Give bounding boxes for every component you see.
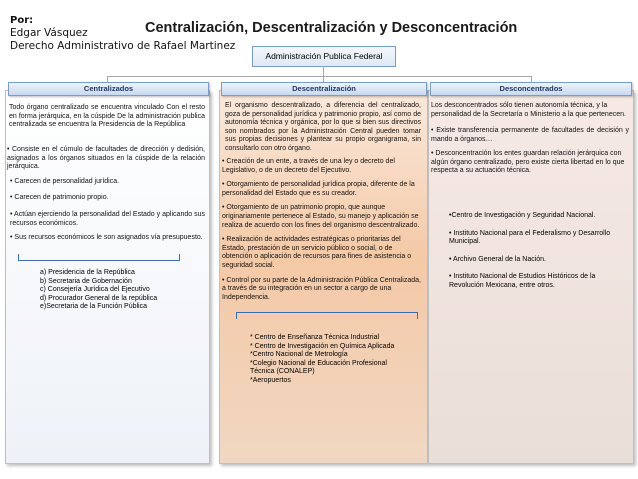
example-item: • Instituto Nacional de Estudios Históricos de la Revolución Mexicana, entre otros. [449, 273, 596, 289]
centralizados-bullet: • Consiste en el cúmulo de facultades de dirección y dedisión, asignados a los órganos situados en la cúspide de la relación jerárquica. [7, 146, 205, 171]
desconcentrados-bullet: • Existe transferencia permanente de facultades de decisión y mando a órganos… [431, 127, 629, 143]
header-descentralizacion: Descentralización [221, 82, 427, 96]
example-item: * Centro de Enseñanza Técnica Industrial [250, 334, 380, 341]
example-item: * Centro de Investigación en Química Aplicada [250, 342, 395, 350]
centralizados-bullet: • Actúan ejerciendo la personalidad del Estado y aplicando sus recursos económicos. [10, 210, 205, 227]
example-item: • Instituto Nacional para el Federalismo y Desarrollo Municipal. [449, 229, 611, 246]
descentralizacion-bracket [236, 312, 418, 319]
descentralizacion-bullet: • Creación de un ente, a través de una ley o decreto del Legislativo, o de un decreto del Ejecutivo. [222, 158, 395, 174]
example-item: *Aeropuertos [250, 376, 291, 384]
centralizados-bullets [7, 146, 205, 249]
example-item: c) Consejería Jurídica del Ejecutivo [40, 286, 150, 294]
example-item: • Archivo General de la Nación. [449, 255, 547, 263]
author-label: Por: [10, 15, 34, 26]
descentralizacion-bullet: • Otorgamiento de un patrimonio propio, que aunque originariamente pertenece al Estado, su manejo y aplicación se realiza de acuerdo con los fines del organismo descentralizado. [222, 204, 420, 229]
connector-vertical [323, 66, 324, 76]
descentralizacion-bullets [222, 158, 422, 308]
centralizados-bracket [18, 254, 180, 261]
header-centralizados: Centralizados [8, 82, 209, 96]
desconcentrados-intro: Los desconcentrados sólo tienen autonomía técnica, y la personalidad de la Secretaría o Ministerio a la que pertenecen. [431, 102, 626, 118]
example-item: b) Secretaria de Gobernación [40, 277, 132, 285]
author-name: Edgar Vásquez [10, 27, 88, 39]
author-course: Derecho Administrativo de Rafael Martinez [10, 40, 236, 52]
connector-horizontal [107, 76, 531, 77]
desconcentrados-bullets [431, 127, 629, 182]
centralizados-examples [40, 269, 200, 312]
page-title: Centralización, Descentralización y Desconcentración [145, 20, 518, 36]
root-node-administracion: Administración Publica Federal [252, 46, 396, 67]
desconcentrados-bullet: • Desconcentración los entes guardan relación jerárquica con algún órgano centralizado, pero existe cierta libertad en lo que respecta a su actuación técnica. [431, 150, 625, 175]
example-item: *Colegio Nacional de Educación Profesional Técnica (CONALEP) [250, 359, 387, 376]
descentralizacion-bullet: • Otorgamiento de personalidad jurídica propia, diferente de la personalidad del Estado que es su creador. [222, 181, 415, 197]
centralizados-bullet: • Carecen de personalidad jurídica. [10, 177, 120, 185]
centralizados-intro: Todo órgano centralizado se encuentra vinculado Con el resto en forma jerárquica, en la cúspide De la administración publica centralizada se encuentra la Presidencia de la República [9, 104, 205, 129]
desconcentrados-examples [449, 212, 619, 291]
centralizados-bullet: • Carecen de patrimonio propio. [10, 194, 109, 202]
centralizados-bullet: • Sus recursos económicos le son asignados vía presupuesto. [10, 234, 203, 242]
header-desconcentrados: Desconcentrados [430, 82, 632, 96]
example-item: •Centro de Investigación y Seguridad Nacional. [449, 212, 596, 219]
example-item: d) Procurador General de la república [40, 294, 158, 302]
example-item: e)Secretaria de la Función Pública [40, 303, 148, 311]
descentralizacion-examples [250, 334, 410, 386]
descentralizacion-intro: El organismo descentralizado, a diferencia del centralizado, goza de personalidad jurídica y patrimonio propio, así como de autonomía técnica y orgánica, por lo que si bien sus directivos son nombrados por la Administración Central pueden tomar sus propias decisiones y plantear su propio organigrama, sin consultarlo con otro órgano. [225, 102, 421, 152]
example-item: a) Presidencia de la República [40, 269, 135, 276]
descentralizacion-bullet: • Realización de actividades estratégicas o prioritarias del Estado, prestación de un servicio público o social, o de obtención o aplicación de recursos para fines de asistencia o seguridad social. [222, 236, 412, 269]
example-item: *Centro Nacional de Metrología [250, 351, 348, 359]
descentralizacion-bullet: • Control por su parte de la Administración Pública Centralizada, a través de su integración en un sector a cargo de una Independencia. [222, 276, 421, 301]
